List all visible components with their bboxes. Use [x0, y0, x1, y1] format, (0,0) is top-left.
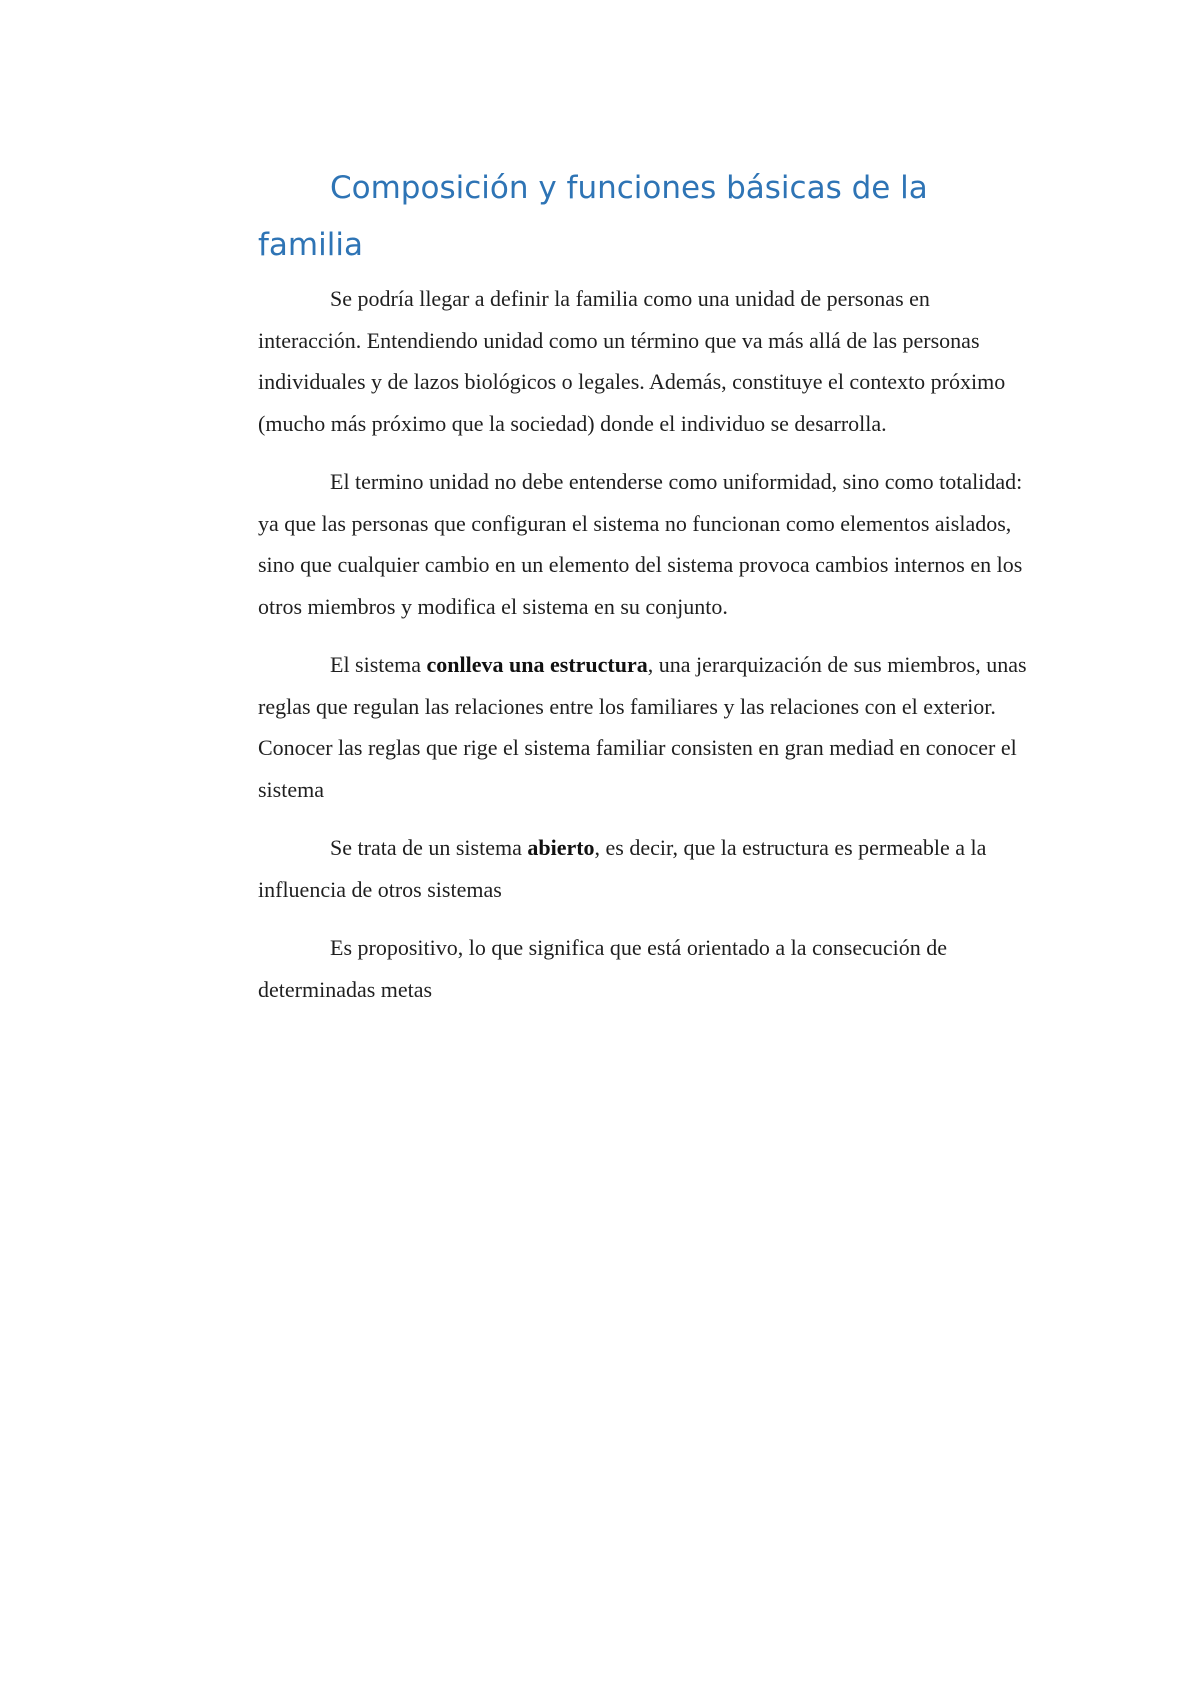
- paragraph-4-rest: , es decir, que la estructura es permeable a la influencia de otros sistemas: [258, 835, 987, 902]
- paragraph-3-lead: El sistema: [330, 652, 427, 677]
- document-title: Composición y funciones básicas de la familia: [258, 170, 928, 263]
- paragraph-2: El termino unidad no debe entenderse como uniformidad, sino como totalidad: ya que las personas que configuran el sistema no funcionan como elementos aislados, sino que cualquier cambio en un elemento del sistema provoca cambios internos en los otros miembros y modifica el sistema en su conjunto.: [258, 469, 1023, 619]
- paragraph-4-lead: Se trata de un sistema: [330, 835, 528, 860]
- paragraph-4-bold-word: abierto: [527, 835, 595, 860]
- paragraph-4: [258, 827, 1038, 910]
- paragraph-3: [258, 644, 1038, 810]
- document-body: [258, 160, 1038, 1027]
- paragraph-3-bold-phrase: conlleva una estructura: [426, 652, 648, 677]
- paragraph-1: Se podría llegar a definir la familia como una unidad de personas en interacción. Entendiendo unidad como un término que va más allá de las personas individuales y de lazos biológicos o legales. Además, constituye el contexto próximo (mucho más próximo que la sociedad) donde el individuo se desarrolla.: [258, 286, 1006, 436]
- paragraph-5: Es propositivo, lo que significa que está orientado a la consecución de determinadas metas: [258, 935, 948, 1002]
- paragraph-3-rest: , una jerarquización de sus miembros, unas reglas que regulan las relaciones entre los familiares y las relaciones con el exterior. Conocer las reglas que rige el sistema familiar consisten en gran mediad en conocer el sistema: [258, 652, 1027, 802]
